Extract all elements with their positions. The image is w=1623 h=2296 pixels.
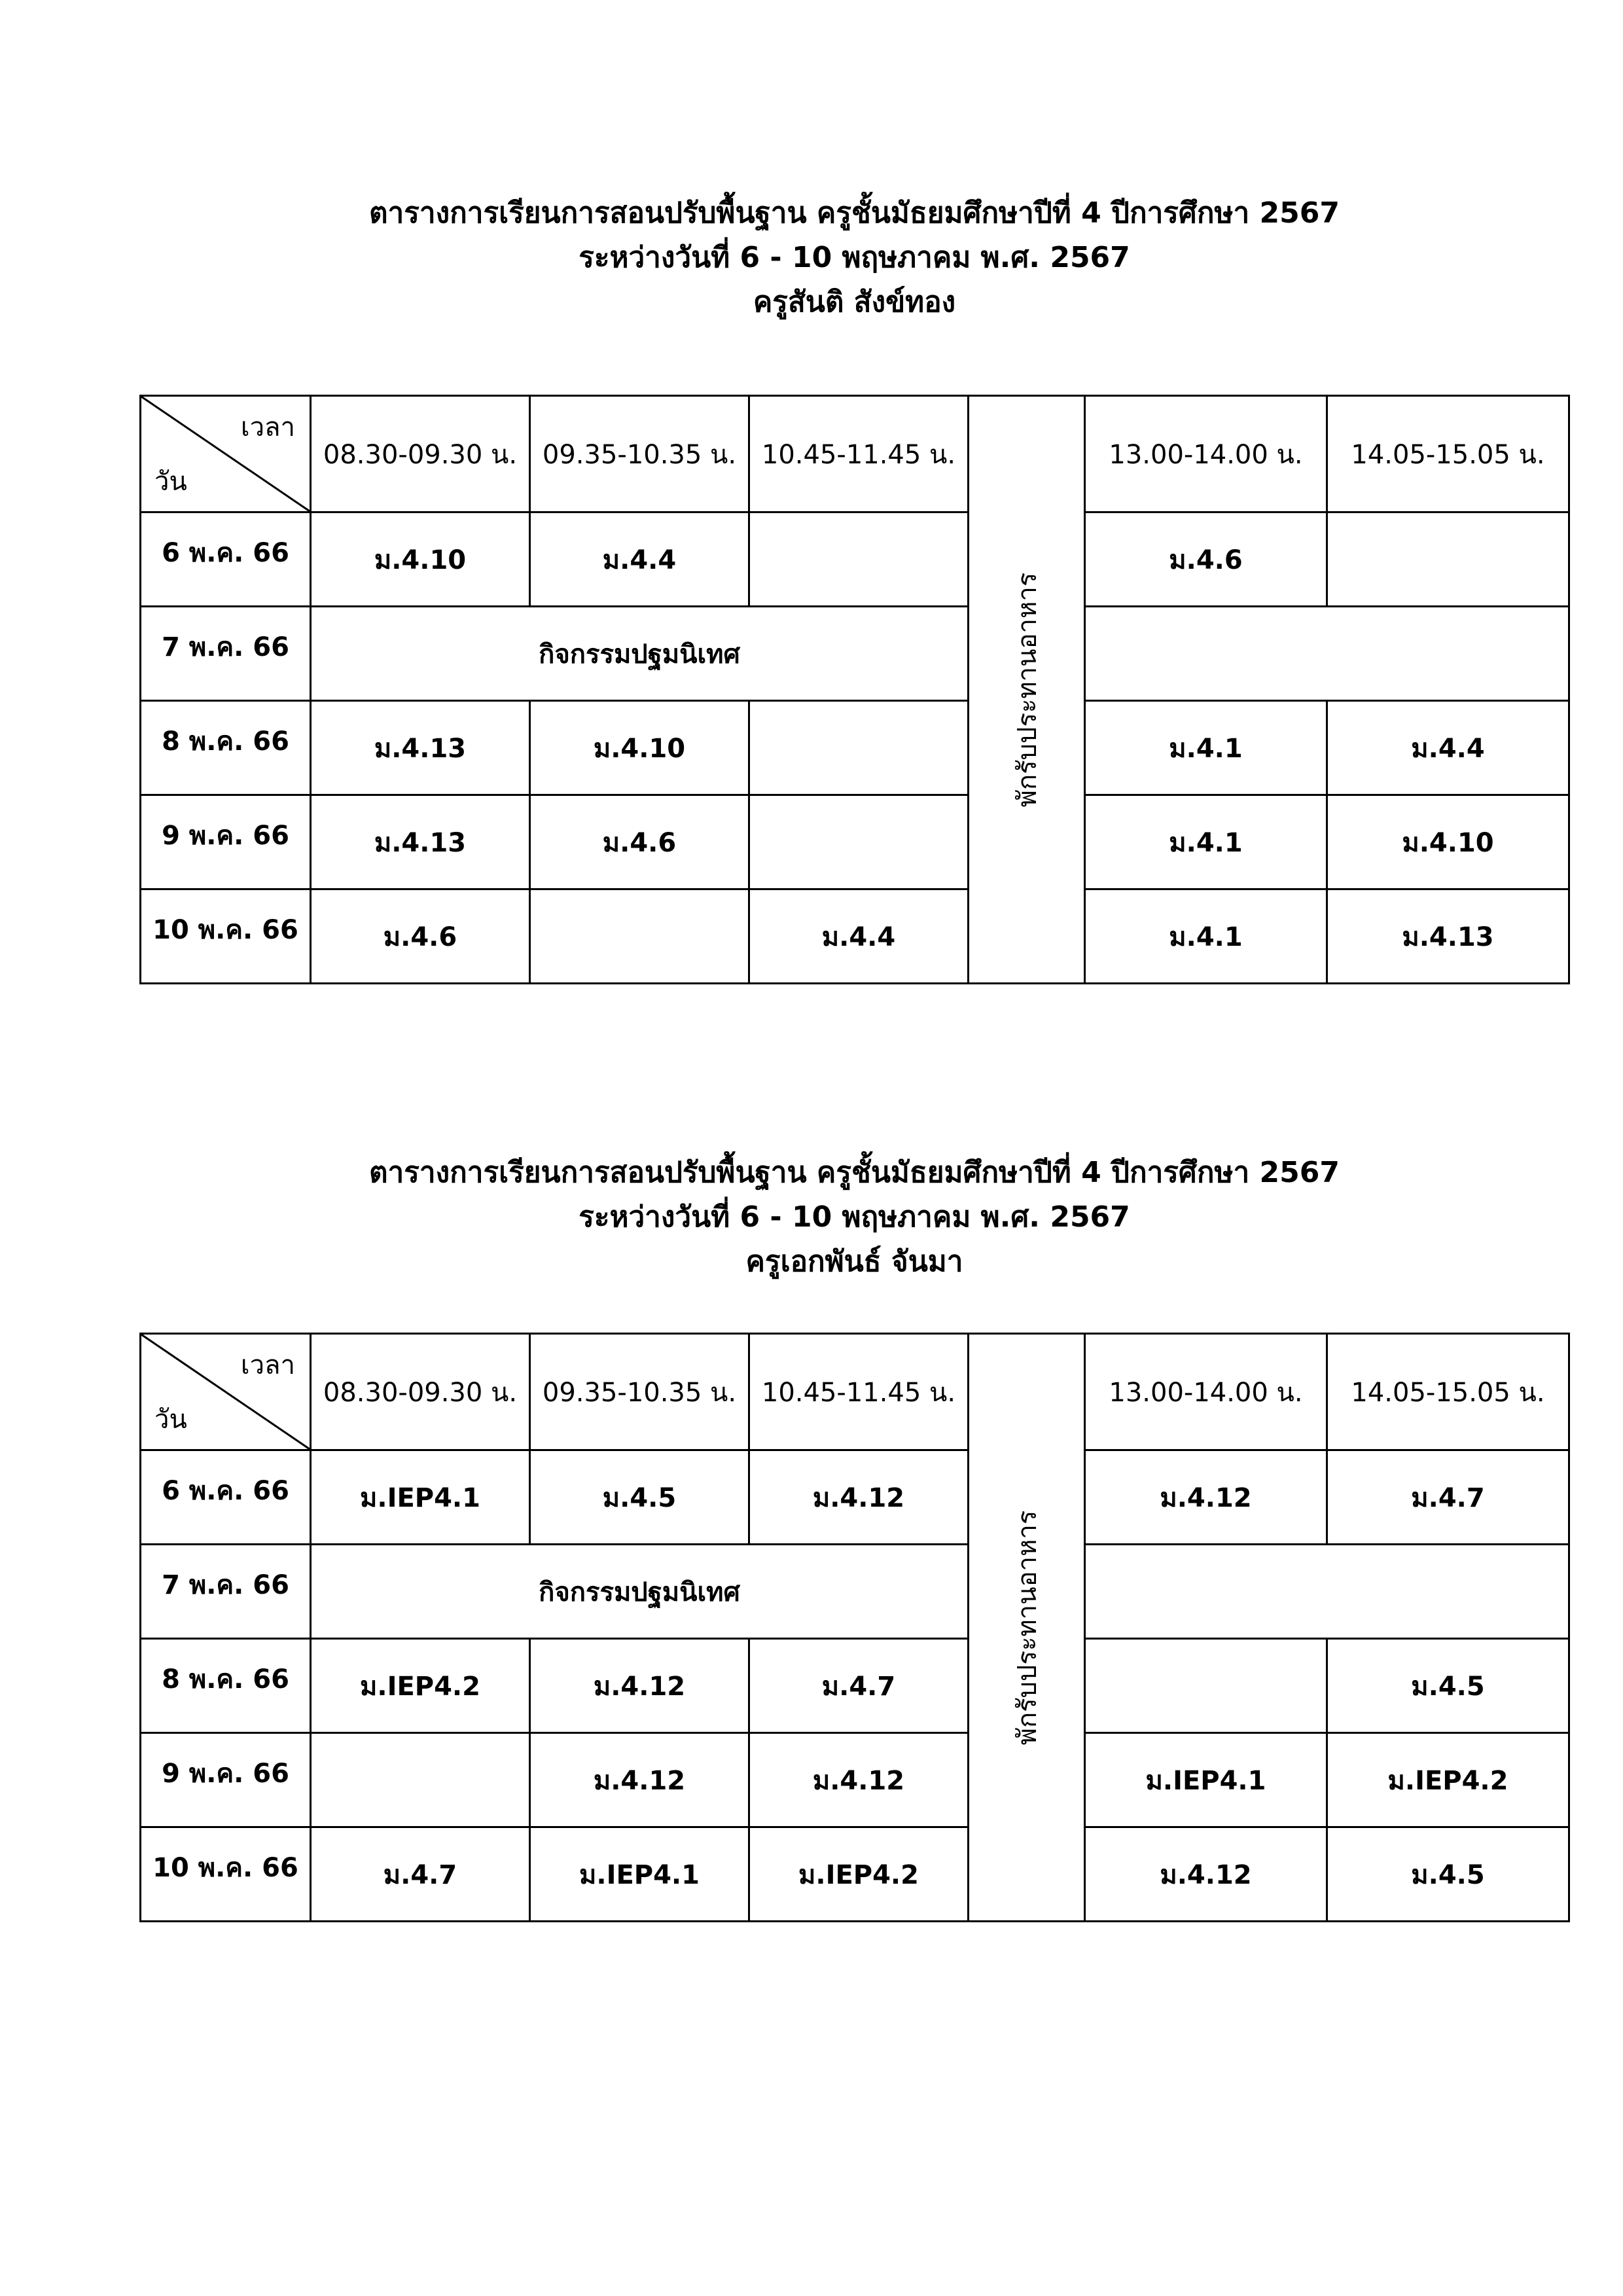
class-cell: ม.4.10 bbox=[530, 701, 749, 795]
schedule-title: ตารางการเรียนการสอนปรับพื้นฐาน ครูชั้นมัธยมศึกษาปีที่ 4 ปีการศึกษา 2567 bbox=[368, 196, 1340, 230]
lunch-break-label: พักรับประทานอาหาร bbox=[1012, 572, 1043, 807]
table-row bbox=[141, 1639, 1569, 1733]
corner-cell bbox=[141, 1334, 311, 1450]
class-cell: ม.4.13 bbox=[311, 701, 530, 795]
table-row bbox=[141, 512, 1569, 607]
schedule-2-table bbox=[139, 1333, 1570, 1922]
time-slot-4: 13.00-14.00 น. bbox=[1085, 1334, 1327, 1450]
class-cell: ม.IEP4.1 bbox=[1085, 1733, 1327, 1827]
time-slot-5: 14.05-15.05 น. bbox=[1327, 396, 1569, 512]
class-cell: ม.IEP4.2 bbox=[1327, 1733, 1569, 1827]
class-cell: ม.4.4 bbox=[749, 889, 969, 984]
lunch-break-column bbox=[969, 396, 1085, 984]
class-cell: ม.IEP4.1 bbox=[530, 1827, 749, 1922]
class-cell bbox=[749, 701, 969, 795]
empty-cell bbox=[1085, 607, 1569, 701]
class-cell: ม.4.1 bbox=[1085, 701, 1327, 795]
day-cell: 7 พ.ค. 66 bbox=[141, 1545, 311, 1639]
activity-cell: กิจกรรมปฐมนิเทศ bbox=[311, 1545, 969, 1639]
time-slot-1: 08.30-09.30 น. bbox=[311, 396, 530, 512]
class-cell bbox=[311, 1733, 530, 1827]
time-slot-3: 10.45-11.45 น. bbox=[749, 1334, 969, 1450]
class-cell: ม.4.7 bbox=[1327, 1450, 1569, 1545]
schedule-1-table bbox=[139, 395, 1570, 984]
class-cell: ม.4.10 bbox=[311, 512, 530, 607]
day-cell: 6 พ.ค. 66 bbox=[141, 512, 311, 607]
header-row bbox=[141, 1334, 1569, 1450]
table-row bbox=[141, 701, 1569, 795]
table-row bbox=[141, 1827, 1569, 1922]
day-cell: 6 พ.ค. 66 bbox=[141, 1450, 311, 1545]
table-row bbox=[141, 1733, 1569, 1827]
day-cell: 10 พ.ค. 66 bbox=[141, 1827, 311, 1922]
class-cell: ม.4.12 bbox=[530, 1733, 749, 1827]
class-cell: ม.4.1 bbox=[1085, 889, 1327, 984]
time-slot-2: 09.35-10.35 น. bbox=[530, 1334, 749, 1450]
class-cell: ม.4.10 bbox=[1327, 795, 1569, 889]
schedule-2-heading bbox=[139, 1153, 1569, 1287]
class-cell: ม.4.5 bbox=[1327, 1639, 1569, 1733]
lunch-break-column bbox=[969, 1334, 1085, 1922]
class-cell: ม.4.12 bbox=[749, 1733, 969, 1827]
day-cell: 9 พ.ค. 66 bbox=[141, 1733, 311, 1827]
class-cell bbox=[749, 795, 969, 889]
class-cell: ม.4.12 bbox=[530, 1639, 749, 1733]
teacher-name: ครูเอกพันธ์ จันมา bbox=[745, 1245, 963, 1278]
corner-cell bbox=[141, 396, 311, 512]
lunch-break-label: พักรับประทานอาหาร bbox=[1012, 1510, 1043, 1745]
day-cell: 10 พ.ค. 66 bbox=[141, 889, 311, 984]
day-cell: 9 พ.ค. 66 bbox=[141, 795, 311, 889]
class-cell: ม.4.6 bbox=[1085, 512, 1327, 607]
class-cell: ม.4.7 bbox=[311, 1827, 530, 1922]
class-cell: ม.IEP4.2 bbox=[311, 1639, 530, 1733]
table-row bbox=[141, 607, 1569, 701]
class-cell: ม.4.4 bbox=[1327, 701, 1569, 795]
corner-time-label: เวลา bbox=[240, 412, 295, 442]
time-slot-4: 13.00-14.00 น. bbox=[1085, 396, 1327, 512]
schedule-title: ตารางการเรียนการสอนปรับพื้นฐาน ครูชั้นมัธยมศึกษาปีที่ 4 ปีการศึกษา 2567 bbox=[368, 1156, 1340, 1189]
class-cell: ม.4.7 bbox=[749, 1639, 969, 1733]
day-cell: 8 พ.ค. 66 bbox=[141, 701, 311, 795]
class-cell: ม.4.6 bbox=[311, 889, 530, 984]
corner-day-label: วัน bbox=[154, 1405, 187, 1435]
corner-time-label: เวลา bbox=[240, 1350, 295, 1380]
empty-cell bbox=[1085, 1545, 1569, 1639]
corner-day-label: วัน bbox=[154, 467, 187, 497]
activity-cell: กิจกรรมปฐมนิเทศ bbox=[311, 607, 969, 701]
schedule-period: ระหว่างวันที่ 6 - 10 พฤษภาคม พ.ศ. 2567 bbox=[579, 1200, 1130, 1234]
class-cell: ม.4.6 bbox=[530, 795, 749, 889]
class-cell: ม.4.4 bbox=[530, 512, 749, 607]
class-cell: ม.IEP4.2 bbox=[749, 1827, 969, 1922]
table-row bbox=[141, 795, 1569, 889]
teacher-name: ครูสันติ สังข์ทอง bbox=[753, 285, 956, 319]
time-slot-1: 08.30-09.30 น. bbox=[311, 1334, 530, 1450]
table-row bbox=[141, 1545, 1569, 1639]
time-slot-2: 09.35-10.35 น. bbox=[530, 396, 749, 512]
schedule-period: ระหว่างวันที่ 6 - 10 พฤษภาคม พ.ศ. 2567 bbox=[579, 241, 1130, 274]
class-cell: ม.4.12 bbox=[1085, 1450, 1327, 1545]
header-row bbox=[141, 396, 1569, 512]
class-cell: ม.4.12 bbox=[1085, 1827, 1327, 1922]
class-cell bbox=[1085, 1639, 1327, 1733]
class-cell: ม.IEP4.1 bbox=[311, 1450, 530, 1545]
class-cell: ม.4.5 bbox=[530, 1450, 749, 1545]
schedule-1-heading bbox=[139, 194, 1569, 327]
table-row bbox=[141, 1450, 1569, 1545]
class-cell bbox=[1327, 512, 1569, 607]
time-slot-3: 10.45-11.45 น. bbox=[749, 396, 969, 512]
class-cell: ม.4.13 bbox=[311, 795, 530, 889]
day-cell: 7 พ.ค. 66 bbox=[141, 607, 311, 701]
class-cell: ม.4.12 bbox=[749, 1450, 969, 1545]
time-slot-5: 14.05-15.05 น. bbox=[1327, 1334, 1569, 1450]
class-cell: ม.4.1 bbox=[1085, 795, 1327, 889]
day-cell: 8 พ.ค. 66 bbox=[141, 1639, 311, 1733]
class-cell bbox=[530, 889, 749, 984]
class-cell: ม.4.5 bbox=[1327, 1827, 1569, 1922]
class-cell bbox=[749, 512, 969, 607]
class-cell: ม.4.13 bbox=[1327, 889, 1569, 984]
table-row bbox=[141, 889, 1569, 984]
